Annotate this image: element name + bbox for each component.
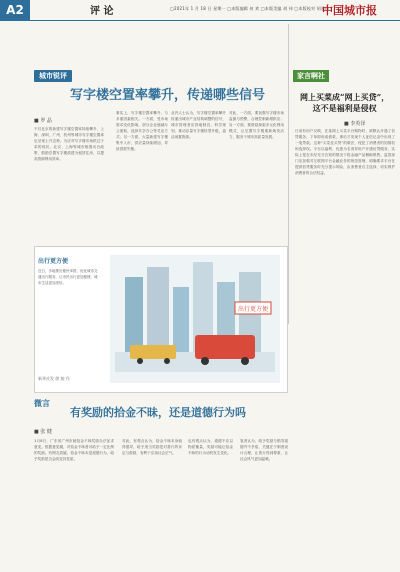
article-column-1: 不仅北京的新建写字楼空置率持续攀升，上海、深圳、广州、杭州等城市写字楼空置率也呈现上升态势。为应对写字楼市场供过于求的现状，北京、上海等城市相继出台政策，鼓励空置写字楼改建为租赁住房，以提高资源利用效率。 [34,127,104,161]
second-article-tag: 微言 [34,399,50,408]
column-divider [288,24,289,324]
second-article-column-1: 1月8日，广东省广州市就拾金不昧奖励办法征求意见。根据意见稿，对拾金不昧者可给予一定比例的奖励。有网友质疑，拾金不昧本是道德行为，给予奖励是否会改变其性质。 [34,439,114,461]
second-article-author: ■ 张 健 [34,429,52,435]
right-column-text: 日前有用户反映，在某网上买菜平台购物时，被默认开通了信贷服务，下单即形成借款，事后才发现个人征信记录中出现了一笔贷款。这种“买菜变买贷”的做法，侵犯了消费者的知情权和选择权。平台以福利、优惠为名诱导用户开通信贷服务，实际上是在未经充分告知的情况下将金融产品捆绑销售。监管部门应加强对互联网平台金融业务的规范管理，明确要求平台在提供信贷服务时充分提示风险，由消费者自主选择，切实维护消费者的合法权益。 [295,129,395,175]
second-article-column-2: 对此，有观点认为，拾金不昧本身值得倡导，给予适当奖励是对善行的肯定与鼓励，有利于弘扬社会正气。 [122,439,182,455]
second-article-column-4: 笔者认为，给予奖励与倡导道德并不矛盾，关键在于制度设计合理，让善行得到尊重，让社会风气更加温暖。 [240,439,288,461]
newspaper-logo: 中国城市报 [322,4,377,17]
right-column-tag: 家言啊社 [293,70,329,82]
article-column-3: 业内人士认为，写字楼空置率攀升传递出城市产业结构调整的信号，城市管理者应因地制宜，科学规划，推动存量写字楼转型升级，盘活闲置资源。 [171,111,226,139]
right-title-line-2: 这不是福利是侵权 [312,103,377,113]
header-rule [0,20,400,21]
cartoon-credit: 新华社发 徐 骏 作 [38,376,70,381]
page-number-tab: A2 [0,0,30,20]
cartoon-caption: 近日，多地推出便民举措，优化城市交通出行服务，让市民出行更加便捷，城市生活更加美好。 [38,269,98,285]
cartoon-title: 出行更方便 [38,258,69,265]
second-article-title: 有奖励的拾金不昧，还是道德行为吗 [70,406,246,419]
right-column-title [300,92,389,114]
right-column-author: ■ 李英泽 [344,121,366,127]
cartoon-sign: 出行更方便 [237,306,269,313]
article-author: ■ 罗 晶 [34,118,52,124]
second-article-column-3: 也有观点认为，道德不应以物质衡量，奖励可能让拾金不昧的行为动机发生变化。 [188,439,233,455]
right-title-line-1: 网上买菜成“网上买贷”， [300,92,390,102]
article-column-2: 事实上，写字楼空置率攀升，与多重因素相关。一方面，受市场需求变化影响，部分企业缩减办公面积，选择共享办公等灵活方式；另一方面，大量新建写字楼集中入市，供应量持续增加，导致供需失衡。 [116,111,168,151]
column-tag: 城市锐评 [34,70,72,82]
article-column-4: 对此，一方面，要加强写字楼市场监测与预警，合理控制新增供应；另一方面，要鼓励探索多元化利用模式，让空置写字楼重新焕发活力，服务于城市高质量发展。 [229,111,284,139]
section-title: 评 论 [90,6,114,17]
date-line: □2021年 1 月 18 日 星期一 □本版编辑 何 欢 □本版美编 胡 伟 □本版校对 胡宏伟 [170,6,330,11]
article-title: 写字楼空置率攀升，传递哪些信号 [70,88,266,103]
